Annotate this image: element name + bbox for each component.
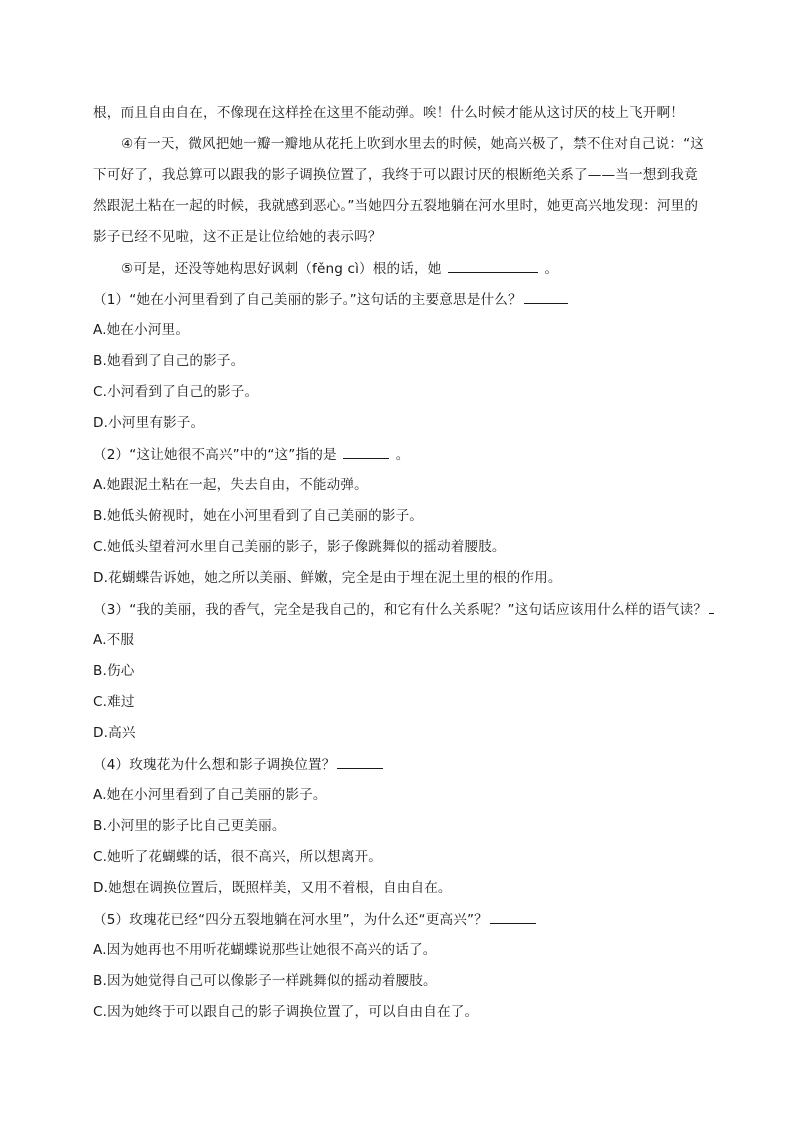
answer-blank-q3[interactable] [709, 599, 714, 614]
question-1-option-a: A.她在小河里。 [93, 322, 190, 338]
question-3-option-b: B.伤心 [93, 663, 135, 679]
question-2-stem [93, 444, 723, 465]
paragraph-5 [121, 258, 751, 279]
paragraph-4-line: 影子已经不见啦，这不正是让位给她的表示吗？ [93, 229, 382, 245]
question-4-option-b: B.小河里的影子比自己更美丽。 [93, 818, 286, 834]
question-3-stem [93, 599, 723, 620]
question-1-text: （1）“她在小河里看到了自己美丽的影子。”这句话的主要意思是什么？ [93, 292, 522, 308]
paragraph-4-line: 下可好了，我总算可以跟我的影子调换位置了，我终于可以跟讨厌的根断绝关系了——当一想到我竟 [93, 167, 698, 183]
question-3-text: （3）“我的美丽，我的香气，完全是我自己的，和它有什么关系呢？”这句话应该用什么样的语气读？ [93, 602, 708, 618]
question-2-option-d: D.花蝴蝶告诉她，她之所以美丽、鲜嫩，完全是由于埋在泥土里的根的作用。 [93, 570, 562, 586]
answer-blank-q5[interactable] [490, 909, 536, 924]
question-4-text: （4）玫瑰花为什么想和影子调换位置？ [93, 757, 336, 773]
paragraph-4-line: 然跟泥土粘在一起的时候，我就感到恶心。”当她四分五裂地躺在河水里时，她更高兴地发现：河里的 [93, 198, 699, 214]
answer-blank-q2[interactable] [343, 444, 389, 459]
paragraph-5-text: ⑤可是，还没等她构思好讽刺（fěng cì）根的话，她 [121, 261, 442, 277]
question-5-option-c: C.因为她终于可以跟自己的影子调换位置了，可以自由自在了。 [93, 1004, 479, 1020]
question-3-option-c: C.难过 [93, 694, 135, 710]
paragraph-4-line: ④有一天，微风把她一瓣一瓣地从花托上吹到水里去的时候，她高兴极了，禁不住对自己说：“这 [121, 136, 705, 152]
question-1-option-d: D.小河里有影子。 [93, 415, 205, 431]
question-4-option-c: C.她听了花蝴蝶的话，很不高兴，所以想离开。 [93, 849, 382, 865]
question-4-option-d: D.她想在调换位置后，既照样美，又用不着根，自由自在。 [93, 880, 452, 896]
question-5-option-b: B.因为她觉得自己可以像影子一样跳舞似的摇动着腰肢。 [93, 973, 437, 989]
answer-blank-q4[interactable] [337, 754, 383, 769]
question-5-text: （5）玫瑰花已经“四分五裂地躺在河水里”，为什么还“更高兴”？ [93, 912, 488, 928]
question-1-stem [93, 289, 723, 310]
question-2-option-b: B.她低头俯视时，她在小河里看到了自己美丽的影子。 [93, 508, 424, 524]
answer-blank-q1[interactable] [524, 289, 568, 304]
passage-line: 根，而且自由自在，不像现在这样拴在这里不能动弹。唉！什么时候才能从这讨厌的枝上飞开啊！ [93, 105, 684, 121]
question-2-option-c: C.她低头望着河水里自己美丽的影子，影子像跳舞似的摇动着腰肢。 [93, 539, 506, 555]
question-2-option-a: A.她跟泥土粘在一起，失去自由，不能动弹。 [93, 477, 368, 493]
question-5-option-a: A.因为她再也不用听花蝴蝶说那些让她很不高兴的话了。 [93, 942, 437, 958]
question-3-option-a: A.不服 [93, 632, 135, 648]
question-2-end: 。 [395, 447, 410, 463]
question-5-stem [93, 909, 723, 930]
question-3-option-d: D.高兴 [93, 725, 136, 741]
question-4-stem [93, 754, 723, 775]
question-1-option-c: C.小河看到了自己的影子。 [93, 384, 259, 400]
question-2-text: （2）“这让她很不高兴”中的“这”指的是 [93, 447, 337, 463]
fill-blank-para5[interactable] [448, 258, 538, 273]
paragraph-5-end: 。 [544, 261, 559, 277]
question-4-option-a: A.她在小河里看到了自己美丽的影子。 [93, 787, 327, 803]
question-1-option-b: B.她看到了自己的影子。 [93, 353, 245, 369]
